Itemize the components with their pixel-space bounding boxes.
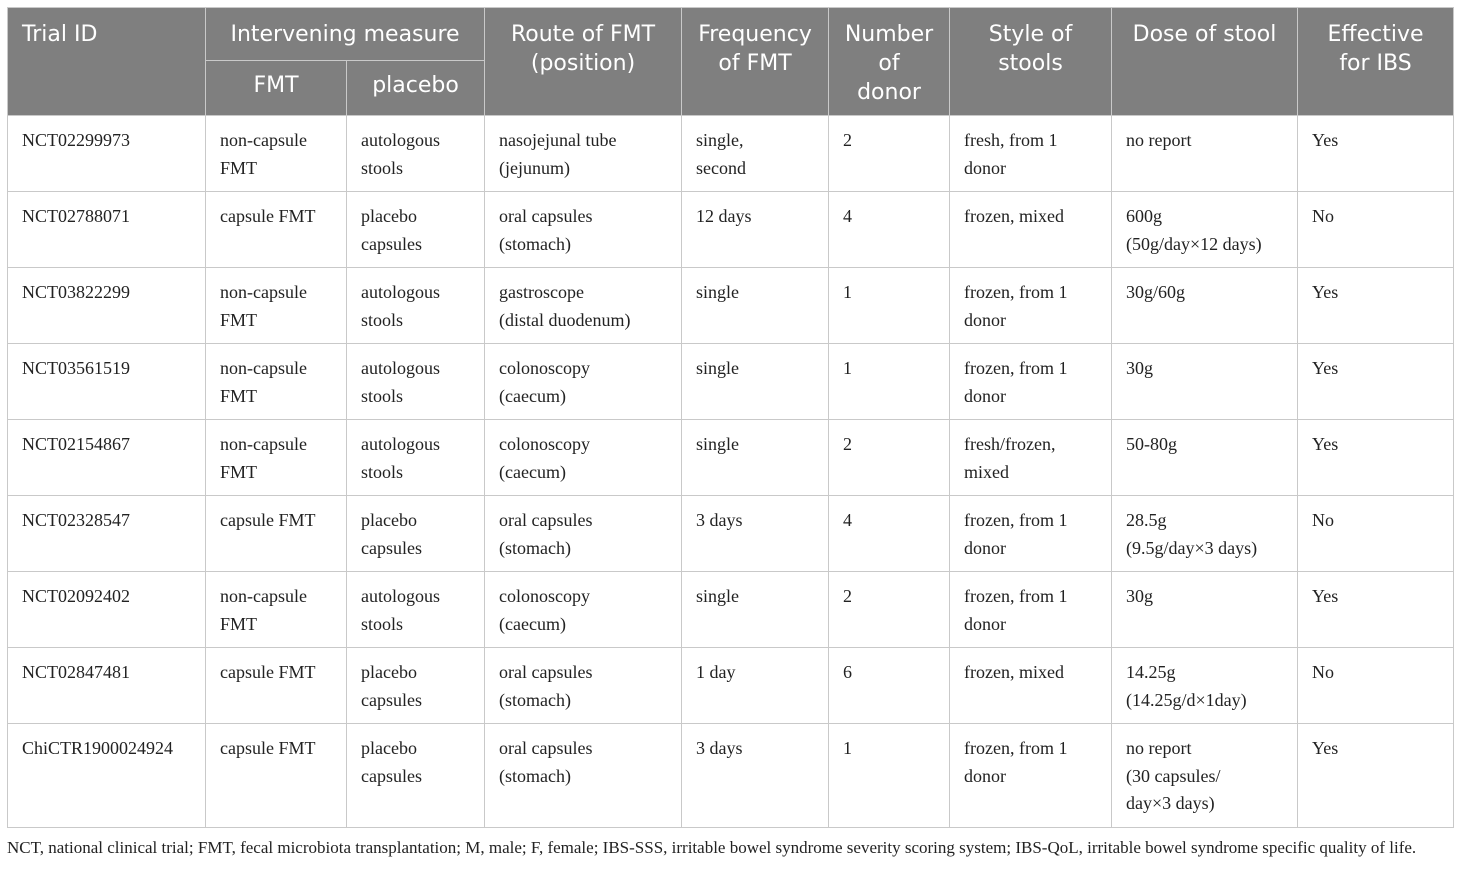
cell-dose: 30g	[1112, 572, 1298, 648]
table-row	[8, 572, 1454, 648]
cell-donors: 1	[829, 268, 950, 344]
cell-effective: Yes	[1298, 572, 1454, 648]
cell-frequency: 3 days	[682, 724, 829, 828]
cell-style: frozen, from 1 donor	[950, 344, 1112, 420]
header-intervening-measure: Intervening measure	[206, 8, 485, 61]
cell-route: oral capsules (stomach)	[485, 648, 682, 724]
cell-frequency: single	[682, 268, 829, 344]
cell-style: frozen, from 1 donor	[950, 724, 1112, 828]
cell-donors: 2	[829, 572, 950, 648]
cell-dose: no report	[1112, 116, 1298, 192]
header-route: Route of FMT (position)	[485, 8, 682, 116]
cell-fmt: non-capsule FMT	[206, 116, 347, 192]
table-row	[8, 420, 1454, 496]
table-row	[8, 116, 1454, 192]
cell-donors: 4	[829, 192, 950, 268]
cell-style: frozen, mixed	[950, 192, 1112, 268]
cell-style: frozen, from 1 donor	[950, 268, 1112, 344]
cell-style: fresh, from 1 donor	[950, 116, 1112, 192]
cell-dose: 600g (50g/day×12 days)	[1112, 192, 1298, 268]
cell-frequency: single	[682, 344, 829, 420]
cell-effective: No	[1298, 648, 1454, 724]
cell-fmt: capsule FMT	[206, 724, 347, 828]
cell-placebo: autologous stools	[347, 344, 485, 420]
header-dose-of-stool: Dose of stool	[1112, 8, 1298, 116]
cell-route: nasojejunal tube (jejunum)	[485, 116, 682, 192]
cell-donors: 4	[829, 496, 950, 572]
cell-effective: Yes	[1298, 420, 1454, 496]
table-body	[8, 116, 1454, 828]
cell-trial-id: NCT02788071	[8, 192, 206, 268]
cell-dose: 30g/60g	[1112, 268, 1298, 344]
cell-placebo: autologous stools	[347, 116, 485, 192]
cell-trial-id: ChiCTR1900024924	[8, 724, 206, 828]
cell-donors: 2	[829, 116, 950, 192]
header-style-of-stools: Style of stools	[950, 8, 1112, 116]
cell-route: gastroscope (distal duodenum)	[485, 268, 682, 344]
cell-placebo: autologous stools	[347, 420, 485, 496]
cell-trial-id: NCT02328547	[8, 496, 206, 572]
cell-fmt: non-capsule FMT	[206, 572, 347, 648]
table-footnote: NCT, national clinical trial; FMT, fecal microbiota transplantation; M, male; F, female; IBS-SSS, irritable bowel syndrome severity scoring system; IBS-QoL, irritable bowel syndrome specific quality of life.	[7, 838, 1417, 857]
cell-trial-id: NCT03561519	[8, 344, 206, 420]
table-row	[8, 192, 1454, 268]
cell-fmt: non-capsule FMT	[206, 268, 347, 344]
cell-trial-id: NCT02154867	[8, 420, 206, 496]
header-trial-id: Trial ID	[8, 8, 206, 116]
cell-fmt: capsule FMT	[206, 648, 347, 724]
cell-frequency: single	[682, 420, 829, 496]
cell-donors: 2	[829, 420, 950, 496]
cell-donors: 6	[829, 648, 950, 724]
cell-frequency: 12 days	[682, 192, 829, 268]
cell-trial-id: NCT02092402	[8, 572, 206, 648]
cell-frequency: 1 day	[682, 648, 829, 724]
cell-style: frozen, from 1 donor	[950, 496, 1112, 572]
cell-trial-id: NCT02847481	[8, 648, 206, 724]
cell-style: frozen, from 1 donor	[950, 572, 1112, 648]
cell-dose: no report (30 capsules/ day×3 days)	[1112, 724, 1298, 828]
cell-style: fresh/frozen, mixed	[950, 420, 1112, 496]
table-row	[8, 648, 1454, 724]
fmt-trials-table	[7, 7, 1454, 828]
cell-fmt: capsule FMT	[206, 496, 347, 572]
cell-dose: 28.5g (9.5g/day×3 days)	[1112, 496, 1298, 572]
cell-route: colonoscopy (caecum)	[485, 344, 682, 420]
cell-placebo: autologous stools	[347, 268, 485, 344]
table-container	[7, 7, 1453, 860]
cell-trial-id: NCT02299973	[8, 116, 206, 192]
cell-donors: 1	[829, 344, 950, 420]
cell-fmt: non-capsule FMT	[206, 344, 347, 420]
table-row	[8, 268, 1454, 344]
cell-route: oral capsules (stomach)	[485, 496, 682, 572]
cell-route: colonoscopy (caecum)	[485, 420, 682, 496]
cell-effective: Yes	[1298, 116, 1454, 192]
cell-effective: Yes	[1298, 344, 1454, 420]
header-row-1	[8, 8, 1454, 61]
cell-effective: Yes	[1298, 268, 1454, 344]
cell-placebo: autologous stools	[347, 572, 485, 648]
cell-route: oral capsules (stomach)	[485, 724, 682, 828]
cell-effective: No	[1298, 192, 1454, 268]
cell-style: frozen, mixed	[950, 648, 1112, 724]
cell-fmt: capsule FMT	[206, 192, 347, 268]
cell-frequency: 3 days	[682, 496, 829, 572]
table-row	[8, 724, 1454, 828]
cell-donors: 1	[829, 724, 950, 828]
table-row	[8, 344, 1454, 420]
table-header	[8, 8, 1454, 116]
header-effective-for-ibs: Effective for IBS	[1298, 8, 1454, 116]
cell-effective: Yes	[1298, 724, 1454, 828]
header-frequency: Frequency of FMT	[682, 8, 829, 116]
cell-placebo: placebo capsules	[347, 724, 485, 828]
table-row	[8, 496, 1454, 572]
cell-dose: 14.25g (14.25g/d×1day)	[1112, 648, 1298, 724]
cell-frequency: single	[682, 572, 829, 648]
cell-placebo: placebo capsules	[347, 496, 485, 572]
header-fmt: FMT	[206, 61, 347, 116]
cell-placebo: placebo capsules	[347, 648, 485, 724]
cell-effective: No	[1298, 496, 1454, 572]
cell-dose: 30g	[1112, 344, 1298, 420]
cell-route: oral capsules (stomach)	[485, 192, 682, 268]
cell-frequency: single, second	[682, 116, 829, 192]
header-number-of-donor: Number of donor	[829, 8, 950, 116]
cell-dose: 50-80g	[1112, 420, 1298, 496]
cell-placebo: placebo capsules	[347, 192, 485, 268]
header-placebo: placebo	[347, 61, 485, 116]
cell-fmt: non-capsule FMT	[206, 420, 347, 496]
cell-trial-id: NCT03822299	[8, 268, 206, 344]
cell-route: colonoscopy (caecum)	[485, 572, 682, 648]
